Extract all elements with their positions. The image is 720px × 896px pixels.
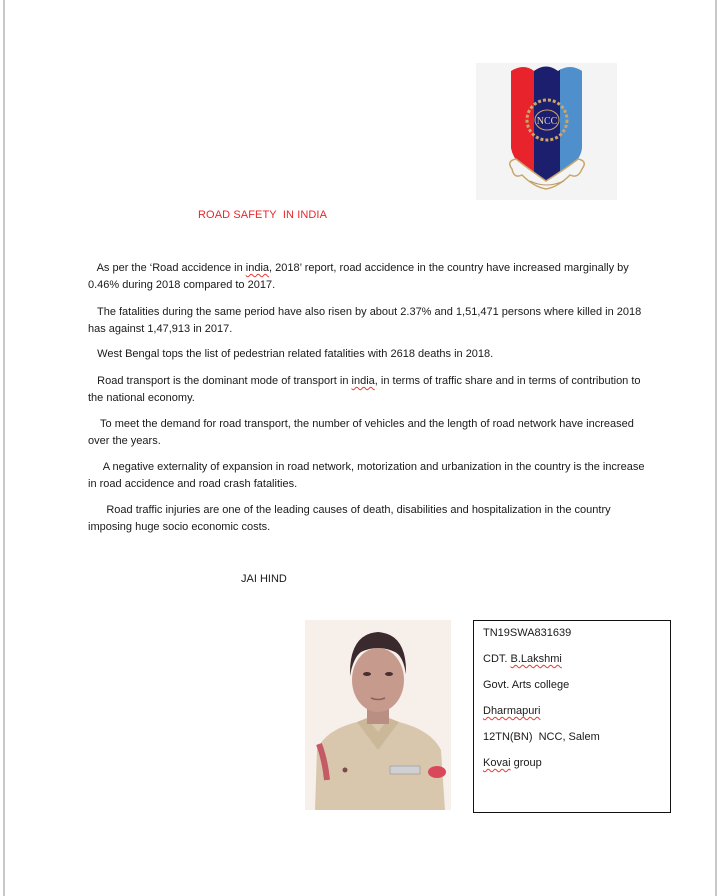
spellcheck-flagged-word[interactable]: B.Lakshmi bbox=[510, 653, 562, 665]
college-name: Govt. Arts college bbox=[483, 679, 570, 691]
paragraph-fatalities: The fatalities during the same period have also risen by about 2.37% and 1,51,471 persons where killed in 2018 has against 1,47,913 in 2017. bbox=[88, 306, 642, 335]
spellcheck-flagged-word[interactable]: Dharmapuri bbox=[483, 705, 541, 717]
page-left-edge bbox=[3, 0, 5, 896]
unit-name: 12TN(BN) NCC, Salem bbox=[483, 731, 600, 743]
cadet-info-box bbox=[473, 620, 671, 813]
paragraph-accident-report: As per the ‘Road accidence in india, 2018’ report, road accidence in the country have increased marginally by 0.46% during 2018 compared to 2017. bbox=[88, 262, 629, 291]
ncc-emblem-icon bbox=[476, 63, 617, 200]
page-right-edge bbox=[715, 0, 717, 896]
closing-salutation: JAI HIND bbox=[241, 573, 287, 585]
cadet-portrait-icon bbox=[305, 620, 451, 810]
cadet-name: CDT. B.Lakshmi bbox=[483, 653, 562, 665]
regimental-number: TN19SWA831639 bbox=[483, 627, 572, 639]
ncc-logo bbox=[476, 63, 617, 200]
group-name: Kovai group bbox=[483, 757, 542, 769]
spellcheck-flagged-word[interactable]: india bbox=[351, 375, 375, 387]
spellcheck-flagged-word[interactable]: india bbox=[245, 262, 270, 274]
paragraph-demand: To meet the demand for road transport, the number of vehicles and the length of road network have increased over the years. bbox=[88, 418, 634, 447]
svg-text:NCC: NCC bbox=[536, 116, 558, 127]
cadet-photo bbox=[305, 620, 451, 810]
paragraph-west-bengal: West Bengal tops the list of pedestrian related fatalities with 2618 deaths in 2018. bbox=[97, 348, 494, 360]
spellcheck-flagged-word[interactable]: Kovai bbox=[483, 757, 511, 769]
paragraph-externality: A negative externality of expansion in road network, motorization and urbanization in the country is the increase in road accidence and road crash fatalities. bbox=[88, 461, 645, 490]
document-title: ROAD SAFETY IN INDIA bbox=[198, 209, 328, 221]
paragraph-road-transport: Road transport is the dominant mode of transport in india, in terms of traffic share and in terms of contribution to the national economy. bbox=[88, 375, 641, 404]
city-name bbox=[483, 704, 670, 730]
paragraph-injuries: Road traffic injuries are one of the leading causes of death, disabilities and hospitalization in the country imposing huge socio economic costs. bbox=[88, 504, 611, 533]
